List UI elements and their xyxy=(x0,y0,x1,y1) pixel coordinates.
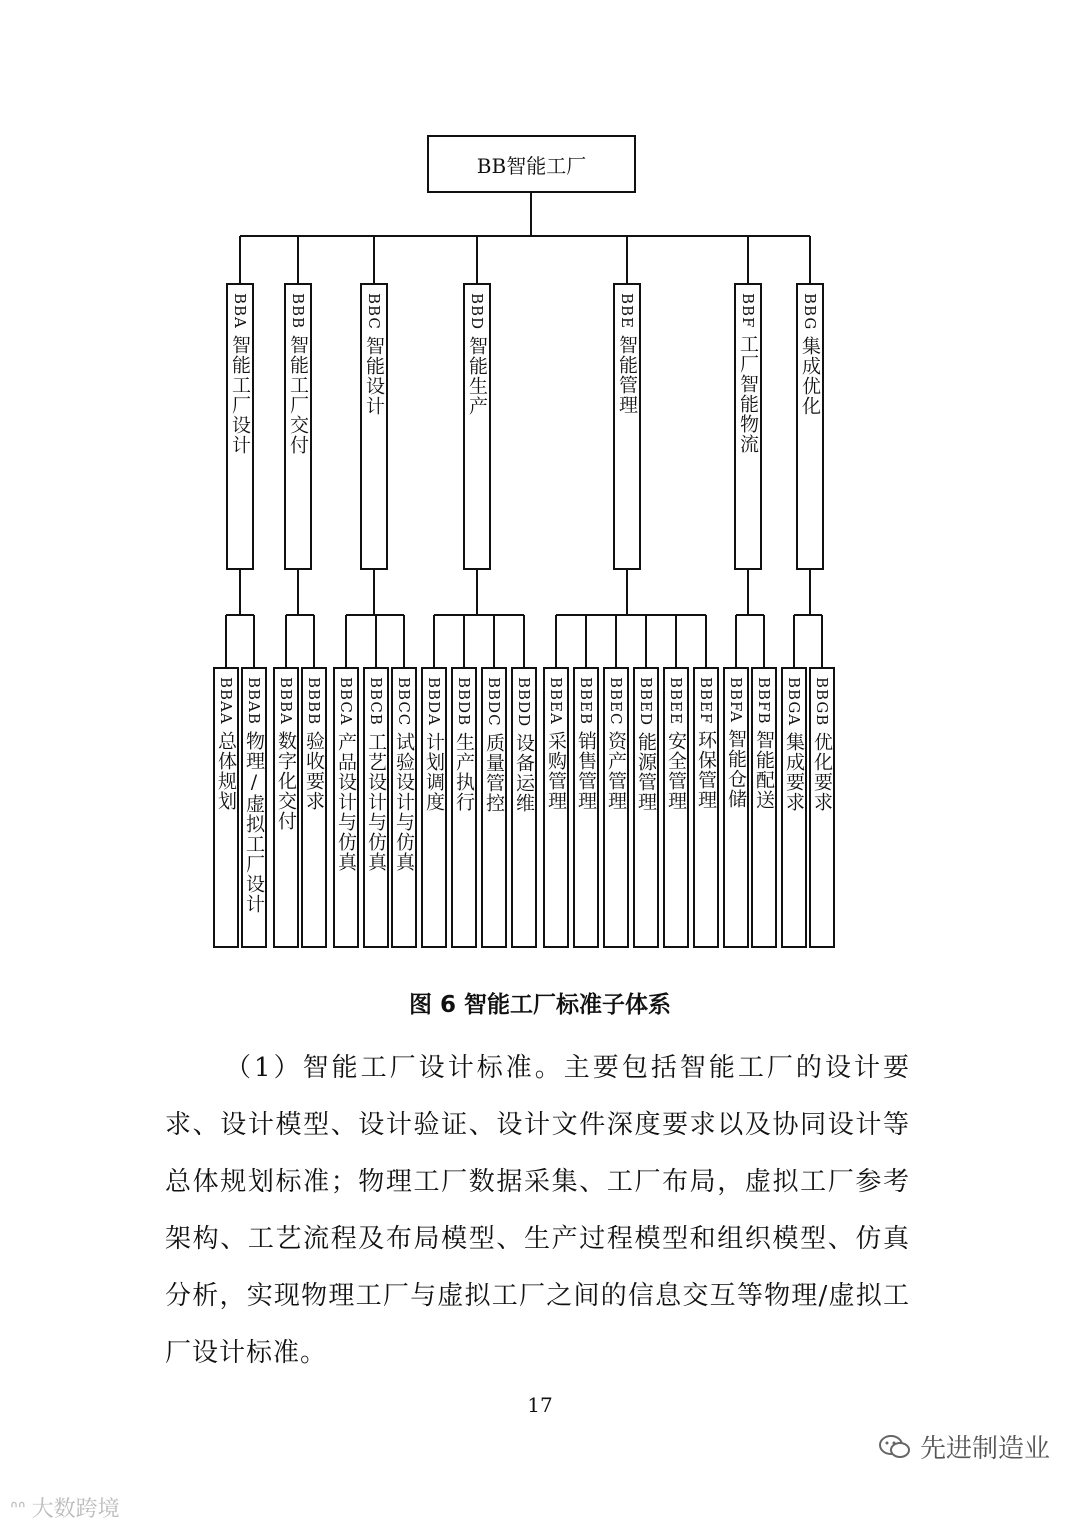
node-code: BBD xyxy=(468,293,486,331)
node-label: 数字化交付 xyxy=(275,730,297,831)
node-code: BBEE xyxy=(667,677,685,725)
node-label: 优化要求 xyxy=(811,732,833,813)
leaf-node-bbcb xyxy=(363,667,389,948)
category-node-bbg xyxy=(796,283,824,570)
leaf-node-bbda xyxy=(421,667,447,948)
category-node-bbb xyxy=(284,283,312,570)
body-paragraph: （1）智能工厂设计标准。主要包括智能工厂的设计要求、设计模型、设计验证、设计文件深度要求以及协同设计等总体规划标准；物理工厂数据采集、工厂布局，虚拟工厂参考架构、工艺流程及布局模型、生产过程模型和组织模型、仿真分析，实现物理工厂与虚拟工厂之间的信息交互等物理/虚拟工厂设计标准。 xyxy=(165,1053,910,1368)
node-label: 智能工厂设计 xyxy=(229,334,251,455)
node-code: BBCB xyxy=(367,677,385,726)
node-code: BBBB xyxy=(305,677,323,726)
node-label: 试验设计与仿真 xyxy=(393,732,415,873)
leaf-node-bbec xyxy=(603,667,629,948)
leaf-node-bbbb xyxy=(301,667,327,948)
page-number: 17 xyxy=(527,1393,553,1417)
node-label: 智能工厂交付 xyxy=(287,335,309,456)
node-label: 总体规划 xyxy=(215,730,237,811)
leaf-node-bbea xyxy=(543,667,569,948)
node-code: BBED xyxy=(637,677,655,727)
figure-caption: 图 6 智能工厂标准子体系 xyxy=(408,992,672,1018)
node-code: BBE xyxy=(618,293,636,329)
node-label: 能源管理 xyxy=(635,732,657,813)
category-node-bba xyxy=(226,283,254,570)
node-code: BBAB xyxy=(245,677,263,725)
node-label: 产品设计与仿真 xyxy=(335,731,357,872)
node-code: BBGB xyxy=(813,677,831,727)
leaf-node-bbdc xyxy=(481,667,507,948)
leaf-node-bbab xyxy=(241,667,267,948)
node-code: BBDB xyxy=(455,677,473,727)
leaf-node-bbaa xyxy=(213,667,239,948)
node-label: 智能设计 xyxy=(363,335,385,416)
node-code: BBEF xyxy=(697,677,715,725)
node-code: BBDD xyxy=(515,677,533,728)
node-code: BBEC xyxy=(607,677,625,726)
node-label: 智能生产 xyxy=(466,336,488,417)
node-code: BBCC xyxy=(395,677,413,727)
root-node xyxy=(427,135,636,193)
leaf-node-bbfa xyxy=(723,667,749,948)
node-code: BBG xyxy=(801,293,819,331)
node-code: BBEA xyxy=(547,677,565,725)
node-code: BBDC xyxy=(485,677,503,727)
node-label: 销售管理 xyxy=(575,731,597,812)
watermark-logo-icon: ᐢᐢ xyxy=(10,1495,26,1520)
node-code: BBC xyxy=(365,293,383,330)
category-node-bbd xyxy=(463,283,491,570)
node-label: 采购管理 xyxy=(545,730,567,811)
node-label: 智能管理 xyxy=(616,335,638,415)
node-label: 智能仓储 xyxy=(725,728,747,809)
leaf-node-bbeb xyxy=(573,667,599,948)
node-label: 资产管理 xyxy=(605,731,627,812)
leaf-node-bbgb xyxy=(809,667,835,948)
node-label: 环保管理 xyxy=(695,730,717,811)
wechat-icon xyxy=(878,1433,912,1461)
node-label: 集成要求 xyxy=(783,732,805,813)
category-node-bbe xyxy=(613,283,641,570)
node-code: BBBA xyxy=(277,677,295,725)
node-code: BBCA xyxy=(337,677,355,726)
watermark-left xyxy=(10,1492,120,1523)
leaf-node-bbba xyxy=(273,667,299,948)
node-label: 设备运维 xyxy=(513,733,535,814)
node-label: 计划调度 xyxy=(423,731,445,812)
leaf-node-bbee xyxy=(663,667,689,948)
leaf-node-bbcc xyxy=(391,667,417,948)
category-node-bbf xyxy=(734,283,762,570)
node-label: 工艺设计与仿真 xyxy=(365,731,387,872)
node-label: 生产执行 xyxy=(453,732,475,813)
leaf-node-bbca xyxy=(333,667,359,948)
node-label: 智能配送 xyxy=(753,730,775,811)
node-label: 工厂智能物流 xyxy=(737,334,759,455)
node-label: 安全管理 xyxy=(665,730,687,811)
node-code: BBGA xyxy=(785,677,803,727)
node-code: BBFB xyxy=(755,677,773,725)
node-code: BBB xyxy=(289,293,307,330)
node-label: 物理/虚拟工厂设计 xyxy=(243,730,265,914)
node-label: 集成优化 xyxy=(799,336,821,417)
root-label: BB智能工厂 xyxy=(476,153,587,178)
leaf-node-bbed xyxy=(633,667,659,948)
node-code: BBDA xyxy=(425,677,443,726)
leaf-node-bbdb xyxy=(451,667,477,948)
node-code: BBF xyxy=(739,293,757,329)
watermark-right xyxy=(878,1428,1050,1465)
watermark-right-text: 先进制造业 xyxy=(919,1434,1050,1464)
leaf-node-bbdd xyxy=(511,667,537,948)
node-code: BBAA xyxy=(217,677,235,725)
node-label: 质量管控 xyxy=(483,732,505,813)
watermark-left-text: 大数跨境 xyxy=(31,1497,120,1522)
node-label: 验收要求 xyxy=(303,731,325,812)
category-node-bbc xyxy=(360,283,388,570)
node-code: BBA xyxy=(231,293,249,329)
leaf-node-bbef xyxy=(693,667,719,948)
node-code: BBEB xyxy=(577,677,595,726)
leaf-node-bbga xyxy=(781,667,807,948)
node-code: BBFA xyxy=(727,677,745,723)
leaf-node-bbfb xyxy=(751,667,777,948)
